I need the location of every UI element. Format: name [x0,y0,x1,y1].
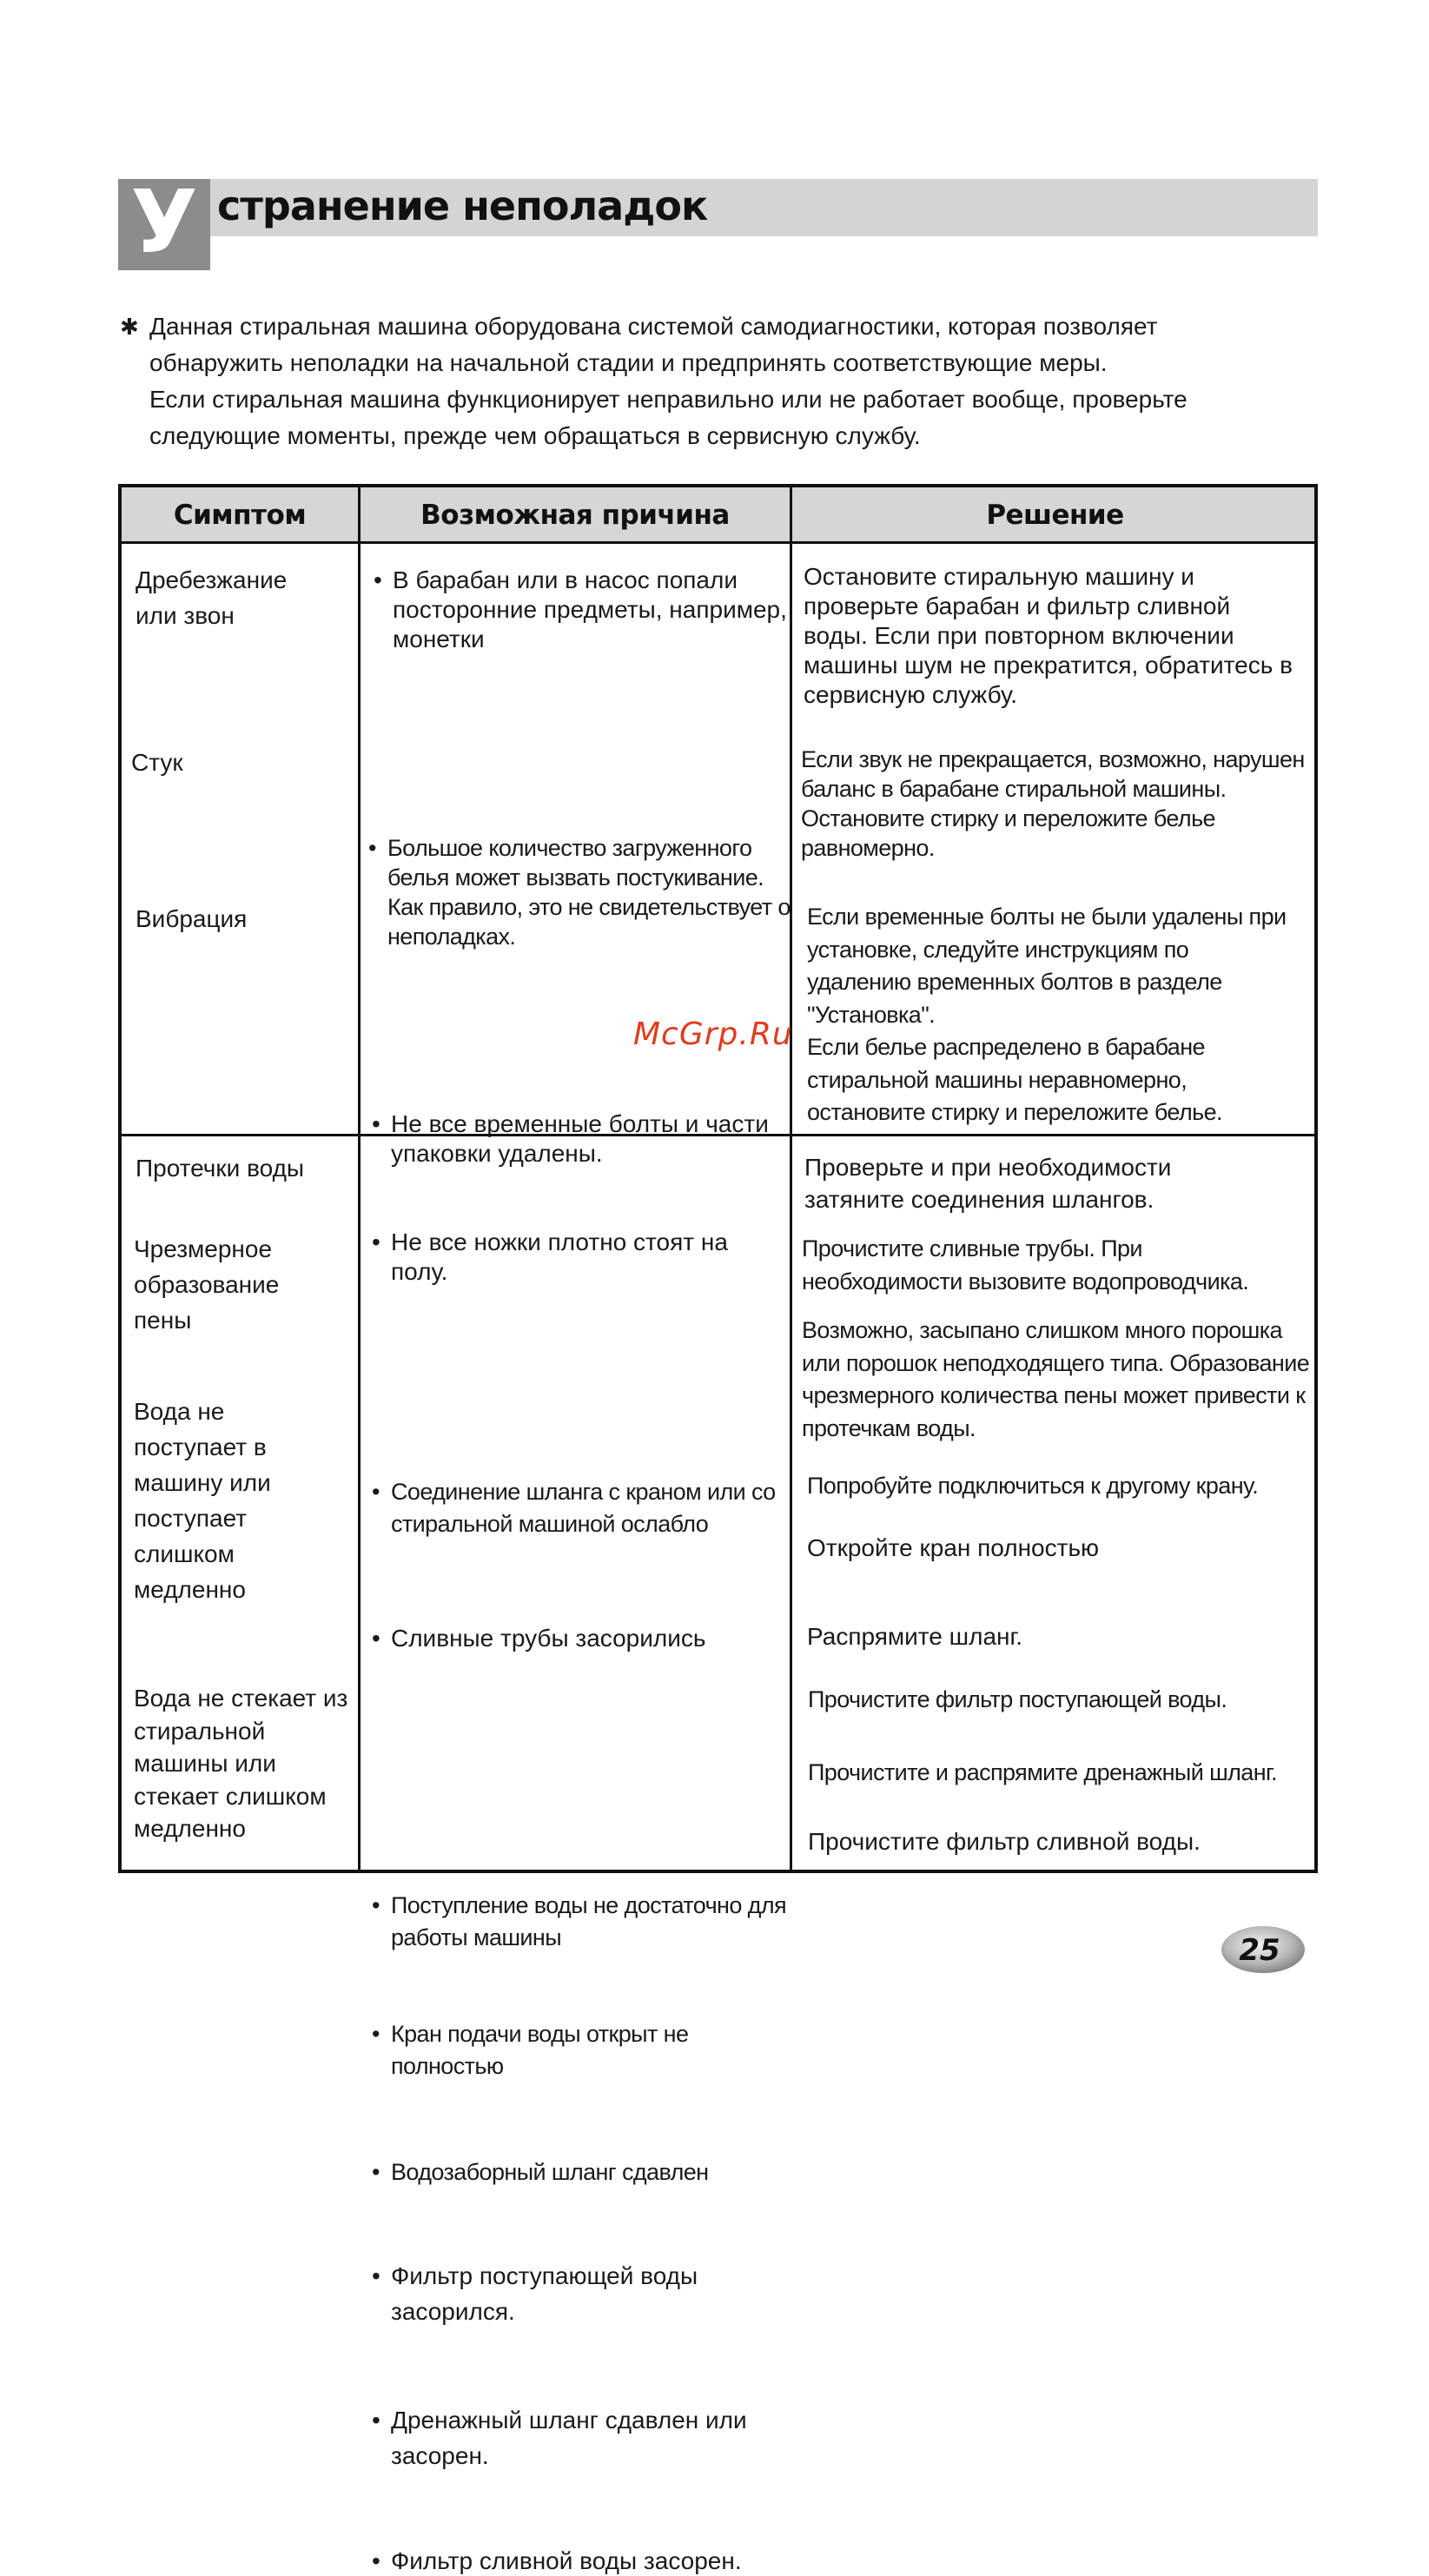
column-divider [358,487,361,1870]
cause-cell: • Не все временные болты и части упаковки удалены. [372,1109,791,1169]
column-header-solution: Решение [986,500,1124,531]
solution-cell: Попробуйте подключиться к другому крану. [807,1473,1259,1499]
symptom-cell: Чрезмерное образование пены [134,1235,280,1334]
cause-cell: • Фильтр сливной воды засорен. [372,2546,799,2576]
solution-cell: Прочистите фильтр сливной воды. [808,1828,1201,1855]
cause-cell: • Кран подачи воды открыт не полностью [372,2018,799,2083]
column-divider [790,487,792,1870]
symptom-cell: Дребезжание или звон [136,566,288,629]
cause-cell: • Большое количество загруженного белья может вызвать постукивание. Как правило, это не свидетельствует о неполадках. [368,833,796,951]
column-header-symptom: Симптом [173,500,307,531]
cause-cell: • Дренажный шланг сдавлен или засорен. [372,2402,799,2473]
cause-cell: • Соединение шланга с краном или со стиральной машиной ослабло [372,1476,799,1540]
page-number: 25 [1239,1933,1280,1968]
solution-cell: Проверьте и при необходимости затяните соединения шлангов. [804,1154,1172,1213]
symptom-cell: Вода не поступает в машину или поступает слишком медленно [134,1398,271,1603]
watermark: McGrp.Ru [633,1016,793,1052]
cause-cell: • В барабан или в насос попали посторонние предметы, например, монетки [374,566,792,654]
symptom-cell: Протечки воды [136,1155,305,1182]
solution-cell: Возможно, засыпано слишком много порошка или порошок неподходящего типа. Образование чрезмерного количества пены может привести к протечкам воды. [802,1317,1310,1441]
intro-paragraph [120,308,1336,454]
cause-cell: • Поступление воды не достаточно для работы машины [372,1890,799,1954]
symptom-cell: Стук [131,749,183,776]
page-number-badge [1218,1922,1313,1977]
intro-line: Если стиральная машина функционирует неправильно или не работает вообще, проверьте [149,386,1188,413]
column-header-cause: Возможная причина [420,500,730,531]
solution-cell: Если временные болты не были удалены при установке, следуйте инструкциям по удалению временных болтов в разделе "Установка". [807,904,1287,1028]
solution-cell: Остановите стиральную машину и проверьте барабан и фильтр сливной воды. Если при повторном включении машины шум не прекратится, обратитесь в сервисную службу. [804,563,1293,708]
symptom-cell: Вибрация [136,905,248,932]
solution-cell: Прочистите фильтр поступающей воды. [808,1686,1227,1712]
intro-line: следующие моменты, прежде чем обращаться в сервисную службу. [149,422,921,449]
title-initial: У [118,179,210,270]
cause-cell: • Водозаборный шланг сдавлен [372,2157,799,2187]
solution-cell: Прочистите сливные трубы. При необходимости вызовите водопроводчика. [802,1235,1249,1295]
intro-line: Данная стиральная машина оборудована системой самодиагностики, которая позволяет [149,313,1158,340]
solution-cell: Прочистите и распрямите дренажный шланг. [808,1759,1277,1785]
solution-cell: Если звук не прекращается, возможно, нарушен баланс в барабане стиральной машины. Остановите стирку и переложите белье равномерно. [801,746,1305,861]
symptom-cell: Вода не стекает из стиральной машины или стекает слишком медленно [134,1685,348,1842]
cause-cell: • Фильтр поступающей воды засорился. [372,2258,799,2329]
solution-cell: Откройте кран полностью [807,1534,1100,1561]
cause-cell: • Не все ножки плотно стоят на полу. [372,1228,791,1287]
solution-cell: Если белье распределено в барабане стиральной машины неравномерно, остановите стирку и переложите белье. [807,1034,1222,1125]
cause-cell: • Сливные трубы засорились [372,1624,791,1653]
intro-line: обнаружить неполадки на начальной стадии и предпринять соответствующие меры. [149,349,1108,376]
asterisk-icon: ✱ [120,314,139,340]
page-title: странение неполадок [217,182,708,229]
solution-cell: Распрямите шланг. [807,1623,1023,1650]
